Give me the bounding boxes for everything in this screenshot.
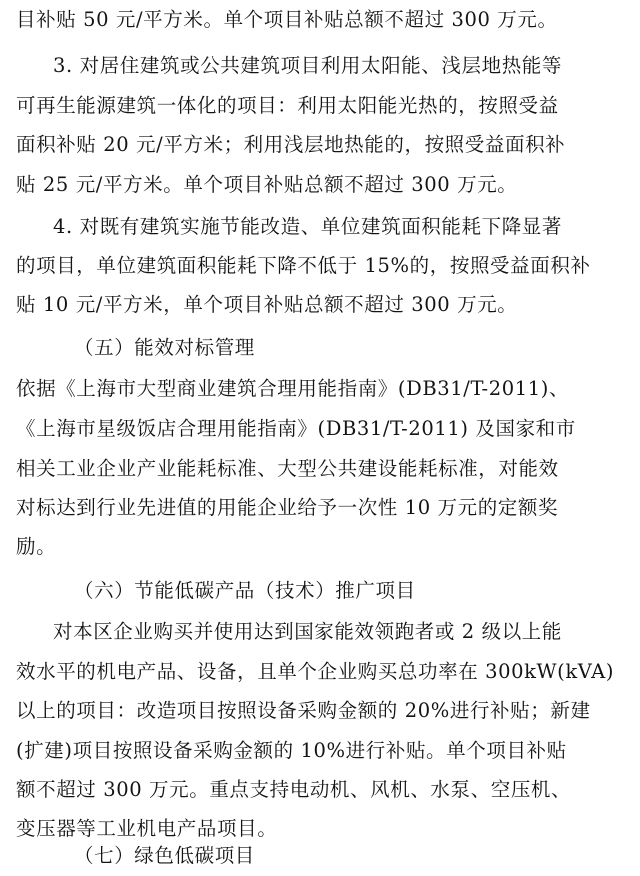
text-line: 相关工业企业产业能耗标准、大型公共建设能耗标准，对能效	[16, 457, 559, 480]
text-line: 变压器等工业机电产品项目。	[16, 817, 278, 840]
text-line: 对本区企业购买并使用达到国家能效领跑者或 2 级以上能	[53, 620, 563, 643]
text-line: 对标达到行业先进值的用能企业给予一次性 10 万元的定额奖	[16, 496, 559, 519]
text-line: 贴 25 元/平方米。单个项目补贴总额不超过 300 万元。	[16, 173, 518, 196]
text-line: 《上海市星级饭店合理用能指南》(DB31/T-2011) 及国家和市	[16, 417, 576, 440]
section-heading: （七）绿色低碳项目	[74, 844, 255, 867]
text-line: 励。	[16, 535, 57, 558]
text-line: 贴 10 元/平方米，单个项目补贴总额不超过 300 万元。	[16, 293, 518, 316]
text-line: (扩建)项目按照设备采购金额的 10%进行补贴。单个项目补贴	[16, 739, 567, 762]
text-line: 额不超过 300 万元。重点支持电动机、风机、水泵、空压机、	[16, 778, 572, 801]
text-line: 可再生能源建筑一体化的项目：利用太阳能光热的，按照受益	[16, 94, 559, 117]
text-line: 3. 对居住建筑或公共建筑项目利用太阳能、浅层地热能等	[53, 54, 563, 77]
text-line: 效水平的机电产品、设备，且单个企业购买总功率在 300kW(kVA)	[16, 660, 615, 683]
text-line: 4. 对既有建筑实施节能改造、单位建筑面积能耗下降显著	[53, 215, 563, 238]
text-line: 目补贴 50 元/平方米。单个项目补贴总额不超过 300 万元。	[16, 8, 558, 31]
text-line: 以上的项目：改造项目按照设备采购金额的 20%进行补贴；新建	[16, 699, 591, 722]
section-heading: （六）节能低碳产品（技术）推广项目	[74, 579, 416, 602]
text-line: 依据《上海市大型商业建筑合理用能指南》(DB31/T-2011)、	[16, 377, 570, 400]
section-heading: （五）能效对标管理	[74, 336, 255, 359]
text-line: 的项目，单位建筑面积能耗下降不低于 15%的，按照受益面积补	[16, 254, 591, 277]
text-line: 面积补贴 20 元/平方米；利用浅层地热能的，按照受益面积补	[16, 133, 566, 156]
